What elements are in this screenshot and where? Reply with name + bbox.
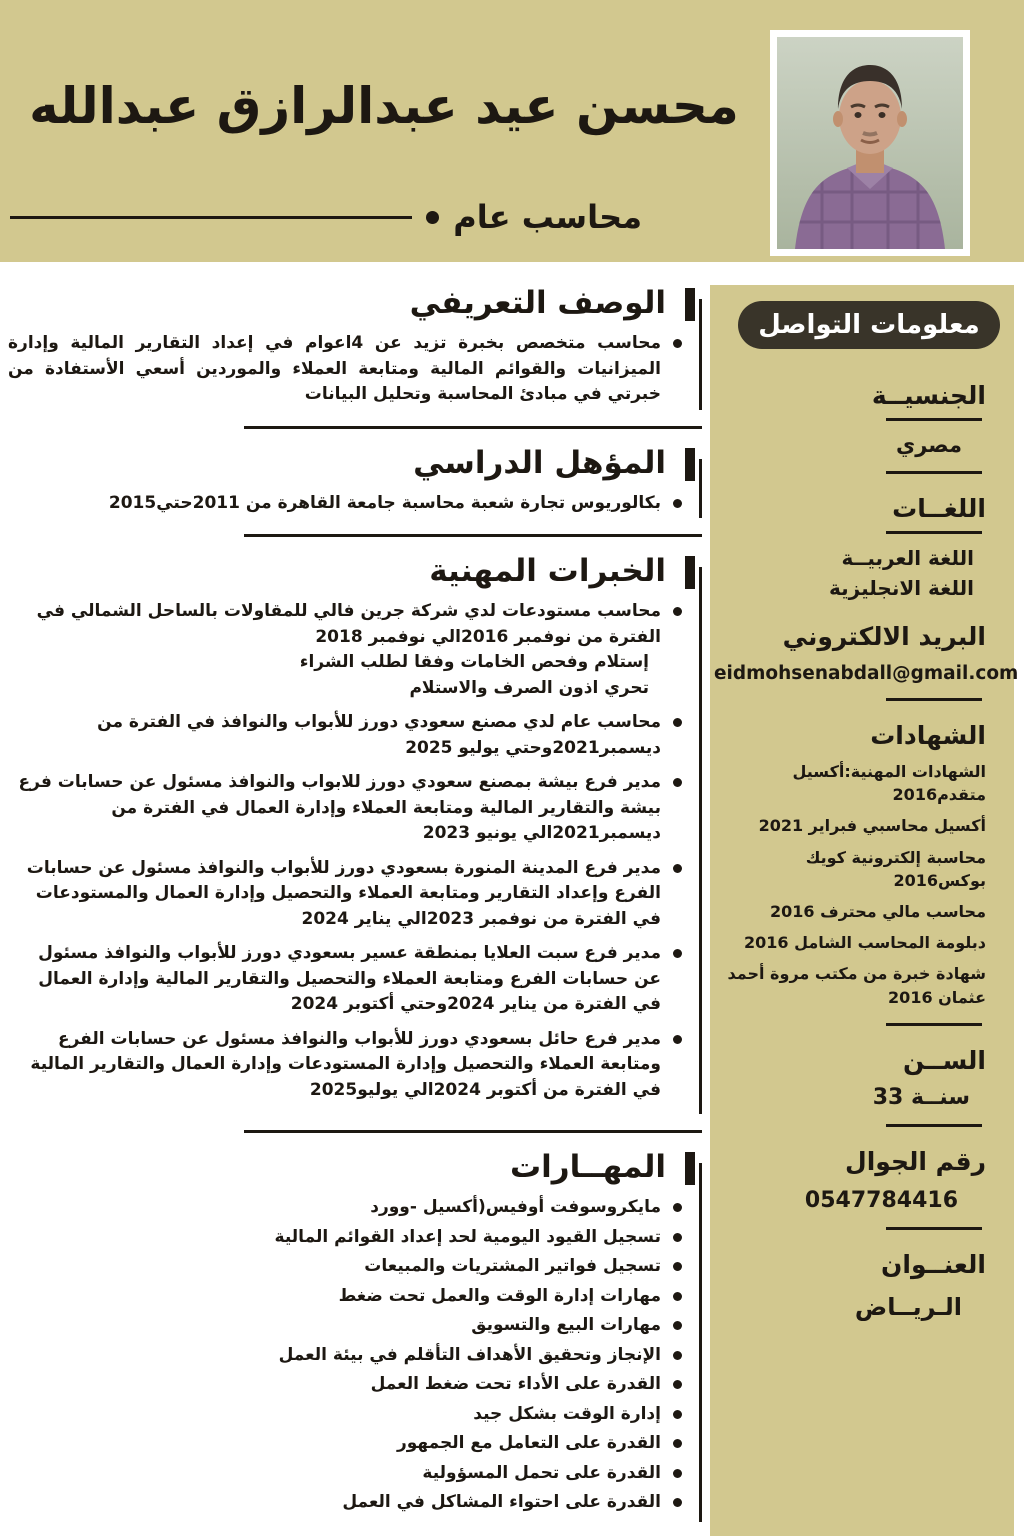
section-vertical-line: [699, 459, 702, 519]
profile-title: الوصف التعريفي: [409, 285, 666, 321]
skill-text: القدرة على احتواء المشاكل في العمل: [342, 1492, 661, 1512]
section-divider-line: [244, 534, 702, 537]
education-item: [8, 491, 682, 517]
experience-text: محاسب عام لدي مصنع سعودي دورز للأبواب والنوافذ في الفترة من ديسمبر2021وحتي يوليو 2025: [97, 712, 661, 758]
address-label: العنــوان: [881, 1249, 986, 1279]
section-vertical-line: [699, 567, 702, 1114]
bullet-dot-icon: [673, 864, 682, 873]
language-item: اللغة الانجليزية: [829, 576, 974, 600]
experience-text: محاسب مستودعات لدي شركة جرين فالي للمقاولات بالساحل الشمالي في الفترة من نوفمبر 2016الي نوفمبر 2018: [36, 601, 661, 647]
age-label: الســن: [903, 1045, 986, 1075]
phone-label: رقم الجوال: [845, 1146, 986, 1176]
bullet-dot-icon: [673, 718, 682, 727]
bullet-dot-icon: [673, 1439, 682, 1448]
education-title: المؤهل الدراسي: [413, 444, 666, 481]
age-value: سنــة 33: [872, 1084, 970, 1110]
education-section: [0, 445, 702, 521]
age-section: [710, 1046, 1014, 1127]
certificate-item: الشهادات المهنية:أكسيل متقدم2016: [792, 762, 986, 805]
divider-line: [886, 471, 982, 474]
skill-text: مهارات البيع والتسويق: [471, 1315, 661, 1335]
certificates-label: الشهادات: [870, 721, 986, 750]
experience-text: مدير فرع المدينة المنورة بسعودي دورز للأبواب والنوافذ مسئول عن حسابات الفرع وإعداد التقارير ومتابعة العملاء والتحصيل وإدارة العمال والمستودعات في الفترة من نوفمبر 2023الي يناير 2024: [26, 857, 661, 929]
skill-text: تسجيل فواتير المشتريات والمبيعات: [364, 1256, 661, 1276]
bullet-dot-icon: [673, 1321, 682, 1330]
divider-line: [886, 1124, 982, 1127]
bullet-dot-icon: [673, 1469, 682, 1478]
job-title-row: [10, 198, 642, 236]
contact-sidebar: [710, 285, 1019, 1536]
section-marker-bar: [685, 448, 695, 481]
skill-item: [8, 1313, 682, 1339]
experience-subline: إستلام وفحص الخامات وفقا لطلب الشراء: [299, 652, 649, 672]
experience-subline: تحري اذون الصرف والاستلام: [409, 677, 649, 698]
address-value: الـريــاض: [854, 1292, 962, 1321]
email-section: [710, 622, 1019, 701]
portrait-photo: [770, 30, 970, 256]
section-vertical-line: [699, 1163, 702, 1522]
skill-text: القدرة على الأداء تحت ضغط العمل: [370, 1374, 661, 1394]
bullet-dot-icon: [673, 1410, 682, 1419]
education-text: بكالوريوس تجارة شعبة محاسبة جامعة القاهرة من 2011حتي2015: [108, 492, 661, 513]
section-vertical-line: [699, 299, 702, 410]
skill-item: [8, 1431, 682, 1457]
skills-section: [0, 1149, 702, 1524]
experience-title: الخبرات المهنية: [429, 553, 666, 589]
profile-text-row: [8, 331, 682, 408]
section-divider-line: [244, 1130, 702, 1133]
certificate-item: أكسيل محاسبي فبراير 2021: [758, 816, 986, 836]
divider-line: [886, 1227, 982, 1230]
experience-text: مدير فرع حائل بسعودي دورز للأبواب والنوافذ مسئول عن حسابات الفرع ومتابعة العملاء والتحصيل وإدارة المستودعات وإدارة العمال والتقارير المالية في الفترة من أكتوبر 2024الي يوليو2025: [30, 1028, 661, 1100]
email-label: البريد الالكتروني: [782, 622, 986, 651]
experience-text: مدير فرع بيشة بمصنع سعودي دورز للابواب والنوافذ مسئول عن حسابات فرع بيشة والتقارير المالية ومتابعة العملاء وإدارة العمال في الفترة من ديسمبر2021الي يونيو 2023: [18, 772, 661, 843]
section-marker-bar: [685, 556, 695, 589]
bullet-dot-icon: [673, 1292, 682, 1301]
bullet-dot-icon: [673, 499, 682, 508]
bullet-dot-icon: [673, 949, 682, 958]
address-section: [710, 1250, 1014, 1321]
contact-info-badge: معلومات التواصل: [738, 301, 1000, 349]
section-marker-bar: [685, 288, 695, 321]
experience-item: [8, 770, 682, 847]
profile-text: محاسب متخصص بخبرة تزيد عن 4اعوام في إعداد التقارير المالية وإدارة الميزانيات والقوائم المالية ومتابعة العملاء والموردين أسعي الأستفادة من خبرتي في مبادئ المحاسبة وتحليل البيانات: [8, 333, 661, 404]
divider-line: [10, 216, 412, 219]
bullet-dot-icon: [673, 1380, 682, 1389]
skill-item: [8, 1225, 682, 1251]
skill-text: مهارات إدارة الوقت والعمل تحت ضغط: [338, 1285, 661, 1306]
bullet-dot-icon: [426, 211, 439, 224]
section-divider-line: [244, 426, 702, 429]
job-title: محاسب عام: [453, 198, 642, 236]
nationality-section: [710, 381, 1014, 474]
experience-item: [8, 856, 682, 933]
certificate-item: محاسب مالي محترف 2016: [770, 901, 986, 921]
bullet-dot-icon: [673, 1203, 682, 1212]
skill-item: [8, 1284, 682, 1310]
certificates-list: [710, 760, 1014, 1009]
nationality-value: مصري: [895, 433, 962, 457]
divider-line: [886, 1023, 982, 1026]
experience-text: مدير فرع سبت العلايا بمنطقة عسير بسعودي دورز للأبواب والنوافذ مسئول عن حسابات الفرع ومتابعة العملاء والتحصيل والتقارير المالية وإدارة العمال في الفترة من يناير 2024وحتي أكتوبر 2024: [38, 943, 661, 1014]
experience-item: [8, 599, 682, 701]
divider-line: [886, 418, 982, 421]
bullet-dot-icon: [673, 339, 682, 348]
certificates-section: [710, 721, 1014, 1026]
skill-item: [8, 1461, 682, 1487]
email-value: eidmohsenabdall@gmail.com: [714, 663, 1019, 684]
language-item: اللغة العربيــة: [841, 546, 974, 570]
main-column: [0, 285, 712, 1524]
portrait-photo-illustration: [777, 37, 963, 249]
bullet-dot-icon: [673, 1351, 682, 1360]
certificate-item: محاسبة إلكترونية كويك بوكس2016: [805, 847, 986, 890]
bullet-dot-icon: [673, 1233, 682, 1242]
skill-item: [8, 1490, 682, 1516]
experience-item: [8, 710, 682, 761]
skills-title: المهــارات: [510, 1149, 666, 1185]
bullet-dot-icon: [673, 1035, 682, 1044]
experience-item: [8, 1027, 682, 1104]
bullet-dot-icon: [673, 1262, 682, 1271]
bullet-dot-icon: [673, 778, 682, 787]
certificate-item: دبلومة المحاسب الشامل 2016: [743, 933, 986, 953]
section-marker-bar: [685, 1152, 695, 1185]
bullet-dot-icon: [673, 607, 682, 616]
phone-value: 0547784416: [804, 1187, 958, 1213]
divider-line: [886, 698, 982, 701]
skill-item: [8, 1372, 682, 1398]
certificate-item: شهادة خبرة من مكتب مروة أحمد عثمان 2016: [727, 964, 986, 1007]
skill-text: تسجيل القيود اليومية لحد إعداد القوائم المالية: [274, 1226, 661, 1247]
skill-item: [8, 1254, 682, 1280]
profile-section: [0, 285, 702, 412]
experience-item: [8, 941, 682, 1018]
skill-text: مايكروسوفت أوفيس(أكسيل -وورد: [370, 1197, 661, 1217]
experience-text-block: [8, 599, 661, 701]
skill-item: [8, 1343, 682, 1369]
divider-line: [886, 531, 982, 534]
experience-section: [0, 553, 702, 1116]
nationality-label: الجنسيــة: [871, 381, 986, 410]
bullet-dot-icon: [673, 1498, 682, 1507]
skill-text: القدرة على تحمل المسؤولية: [422, 1462, 661, 1483]
skill-item: [8, 1195, 682, 1221]
skill-item: [8, 1402, 682, 1428]
languages-label: اللغــات: [892, 494, 986, 523]
header-banner: [0, 0, 1024, 262]
languages-section: [710, 494, 1014, 600]
skill-text: الإنجاز وتحقيق الأهداف التأقلم في بيئة العمل: [278, 1344, 661, 1365]
skill-text: إدارة الوقت بشكل جيد: [473, 1403, 661, 1424]
candidate-name: محسن عيد عبدالرازق عبدالله: [29, 77, 739, 135]
skill-text: القدرة على التعامل مع الجمهور: [396, 1433, 661, 1453]
phone-section: [710, 1147, 1014, 1230]
